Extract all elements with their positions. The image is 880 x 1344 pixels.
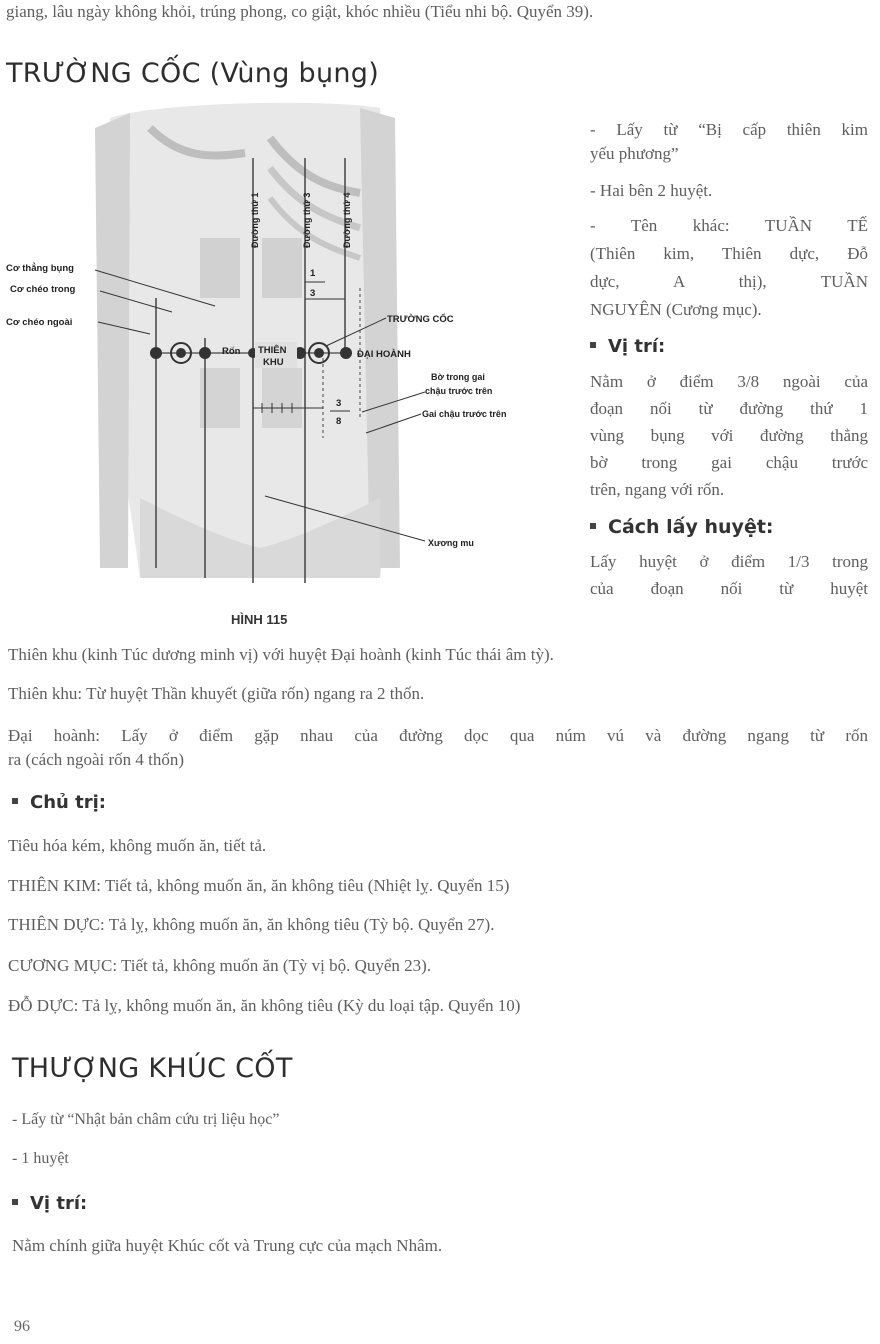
bullet-icon [590,523,596,529]
thien-khu-note: Thiên khu: Từ huyệt Thần khuyết (giữa rốn) ngang ra 2 thốn. [8,684,425,703]
location-line-2: đoạn nối từ đường thứ 1 [590,399,868,418]
point-count: - Hai bên 2 huyệt. [590,181,713,200]
figure-caption: HÌNH 115 [231,612,288,627]
label-co-cheo-trong: Cơ chéo trong [10,284,76,295]
point-left-thien-khu [199,347,211,359]
location-line-4: bờ trong gai chậu trước [590,453,868,472]
fraction-1-3-denominator: 3 [310,288,316,299]
label-bo-trong-gai-2: chậu trước trên [425,386,493,396]
method-line-1: Lấy huyệt ở điểm 1/3 trong [590,552,868,571]
heading-vi-tri-2: Vị trí: [12,1193,87,1214]
heading-chu-tri: Chủ trị: [12,792,106,813]
location-line-1: Nằm ở điểm 3/8 ngoài của [590,372,868,391]
source-thuong-khuc-cot: - Lấy từ “Nhật bản châm cứu trị liệu học” [12,1111,280,1128]
dai-hoanh-note-2: ra (cách ngoài rốn 4 thốn) [8,750,185,769]
source-line-1: - Lấy từ “Bị cấp thiên kim [590,120,868,139]
label-co-cheo-ngoai: Cơ chéo ngoài [6,317,73,328]
right-column [590,118,868,602]
method-line-3: Thiên khu (kinh Túc dương minh vị) với huyệt Đại hoành (kinh Túc thái âm tỳ). [8,645,554,664]
fraction-1-3-numerator: 1 [310,268,316,279]
bullet-icon [12,798,18,804]
label-duong-thu-1: Đường thứ 1 [250,192,260,248]
section-title-thuong-khuc-cot: THƯỢNG KHÚC CỐT [12,1053,293,1084]
method-line-2: của đoạn nối từ huyệt [590,579,868,598]
indication-line-3: THIÊN DỰC: Tả lỵ, không muốn ăn, ăn không tiêu (Tỳ bộ. Quyển 27). [8,915,495,934]
point-right-dai-hoanh [340,347,352,359]
label-truong-coc: TRƯỜNG CỐC [387,314,454,325]
label-duong-thu-3: Đường thứ 3 [302,192,312,248]
alt-name-line-3: dực, A thị), TUẦN [590,272,868,291]
label-bo-trong-gai-1: Bờ trong gai [431,372,485,382]
alt-name-line-1: - Tên khác: TUẦN TẾ [590,216,868,235]
label-ron: Rốn [222,346,241,357]
dai-hoanh-note-1: Đại hoành: Lấy ở điểm gặp nhau của đường dọc qua núm vú và đường ngang từ rốn [8,726,868,745]
indication-line-5: ĐỖ DỰC: Tả lỵ, không muốn ăn, ăn không tiêu (Kỳ du loại tập. Quyển 10) [8,996,521,1015]
label-xuong-mu: Xương mu [428,538,474,548]
label-thien: THIÊN [258,345,287,356]
location-line-3: vùng bụng với đường thẳng [590,426,868,445]
fraction-3-8-denominator: 8 [336,416,342,427]
indication-line-4: CƯƠNG MỤC: Tiết tả, không muốn ăn (Tỳ vị bộ. Quyển 23). [8,956,432,975]
label-duong-thu-4: Đường thứ 4 [342,192,352,248]
label-khu: KHU [263,357,284,368]
source-line-2: yếu phương” [590,144,679,163]
alt-name-line-4: NGUYÊN (Cương mục). [590,300,762,319]
heading-vi-tri: Vị trí: [590,332,868,362]
page-number: 96 [14,1318,30,1335]
location-line-5: trên, ngang với rốn. [590,480,725,499]
indication-line-1: Tiêu hóa kém, không muốn ăn, tiết tả. [8,836,267,855]
abdomen-figure [0,98,580,638]
top-continuation-line: giang, lâu ngày không khỏi, trúng phong, co giật, khóc nhiều (Tiểu nhi bộ. Quyển 39). [6,2,594,21]
heading-cach-lay-huyet: Cách lấy huyệt: [590,511,868,543]
location-thuong-khuc-cot: Nằm chính giữa huyệt Khúc cốt và Trung cực của mạch Nhâm. [12,1236,443,1255]
point-count-thuong-khuc-cot: - 1 huyệt [12,1150,69,1167]
label-co-thang-bung: Cơ thẳng bụng [6,263,74,274]
alt-name-line-2: (Thiên kim, Thiên dực, Đỗ [590,244,868,263]
torso-illustration [95,103,400,578]
bullet-icon [12,1199,18,1205]
fraction-3-8-numerator: 3 [336,398,342,409]
section-title-truong-coc: TRƯỜNG CỐC (Vùng bụng) [6,58,380,89]
label-gai-chau-truoc-tren: Gai chậu trước trên [422,409,507,419]
label-dai-hoanh: ĐẠI HOÀNH [357,349,411,360]
bullet-icon [590,342,596,348]
point-left-dai-hoanh [150,347,162,359]
indication-line-2: THIÊN KIM: Tiết tả, không muốn ăn, ăn không tiêu (Nhiệt lỵ. Quyển 15) [8,876,510,895]
